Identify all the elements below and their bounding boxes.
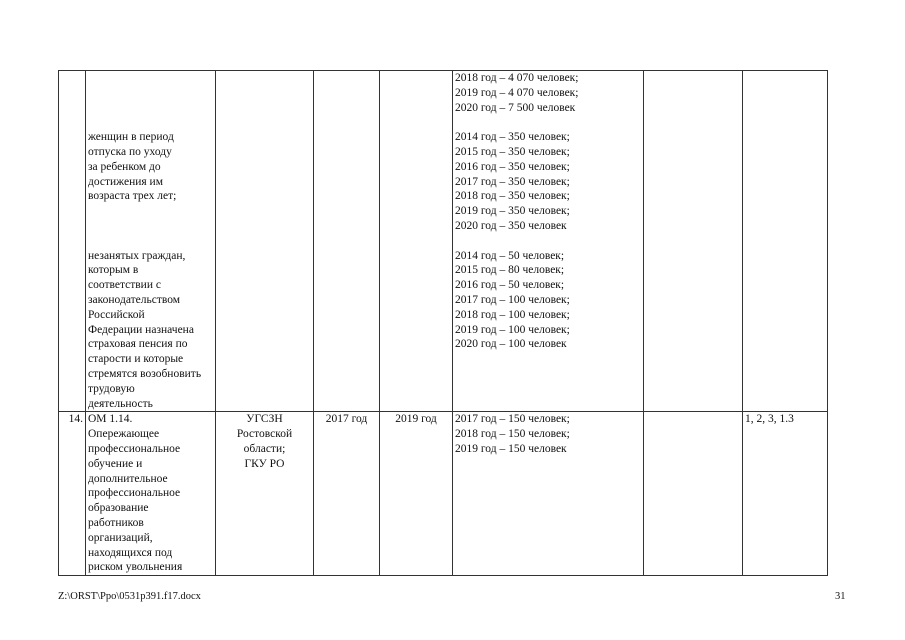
text-line: Опережающее: [88, 428, 160, 441]
cell-executor: [216, 412, 314, 576]
text-line: трудовую: [88, 382, 135, 395]
text-line: находящихся под: [88, 546, 173, 559]
text-line: профессиональное: [88, 442, 181, 455]
text-line: ГКУ РО: [244, 457, 285, 470]
cell-extra: [644, 71, 743, 412]
cell-start-year: [314, 71, 380, 412]
text-line: 2019 год – 150 человек: [455, 442, 567, 455]
text-line: 2017 год – 150 человек;: [455, 413, 570, 426]
cell-description: [86, 71, 216, 412]
text-line: 2020 год – 350 человек: [455, 219, 567, 232]
table-row-14: [59, 412, 828, 576]
text-line: старости и которые: [88, 353, 184, 366]
text-line: достижения им: [88, 175, 163, 188]
program-table: [58, 70, 828, 576]
text-line: обучение и: [88, 457, 143, 470]
text-line: Ростовской: [236, 428, 293, 441]
text-line: 2016 год – 350 человек;: [455, 160, 570, 173]
text-line: УГСЗН: [246, 413, 283, 426]
text-line: работников: [88, 516, 144, 529]
text-line: 2019 год – 350 человек;: [455, 205, 570, 218]
text-line: 2018 год – 350 человек;: [455, 190, 570, 203]
text-line: страховая пенсия по: [88, 338, 188, 351]
text-line: 2019 год – 4 070 человек;: [455, 86, 579, 99]
text-line: риском увольнения: [88, 561, 183, 574]
text-line: 2016 год – 50 человек;: [455, 279, 565, 292]
text-line: ОМ 1.14.: [88, 413, 133, 426]
text-line: за ребенком до: [88, 160, 161, 173]
text-line: отпуска по уходу: [88, 145, 172, 158]
cell-number: 14.: [59, 412, 86, 576]
table-row-continued: [59, 71, 828, 412]
text-line: 2015 год – 80 человек;: [455, 264, 565, 277]
text-line: дополнительное: [88, 472, 168, 485]
cell-executor: [216, 71, 314, 412]
text-line: Российской: [88, 308, 145, 321]
cell-indicators: [453, 412, 644, 576]
text-line: 2017 год – 350 человек;: [455, 175, 570, 188]
text-line: которым в: [88, 264, 139, 277]
cell-description: [86, 412, 216, 576]
text-line: образование: [88, 502, 149, 515]
text-line: незанятых граждан,: [88, 249, 186, 262]
text-line: области;: [243, 442, 286, 455]
text-line: стремятся возобновить: [88, 367, 202, 380]
text-line: женщин в период: [88, 131, 174, 144]
text-line: 2018 год – 100 человек;: [455, 308, 570, 321]
footer-page-number: 31: [835, 591, 846, 602]
text-line: 2019 год – 100 человек;: [455, 323, 570, 336]
cell-links: 1, 2, 3, 1.3: [743, 412, 828, 576]
text-line: 2015 год – 350 человек;: [455, 145, 570, 158]
text-line: 2020 год – 100 человек: [455, 338, 567, 351]
cell-start-year: 2017 год: [314, 412, 380, 576]
cell-extra: [644, 412, 743, 576]
text-line: 2020 год – 7 500 человек: [455, 101, 576, 114]
text-line: организаций,: [88, 531, 153, 544]
text-line: возраста трех лет;: [88, 190, 177, 203]
text-line: 2017 год – 100 человек;: [455, 293, 570, 306]
cell-indicators: [453, 71, 644, 412]
text-line: 2018 год – 4 070 человек;: [455, 72, 579, 84]
text-line: Федерации назначена: [88, 323, 194, 336]
text-line: деятельность: [88, 397, 153, 410]
text-line: 2018 год – 150 человек;: [455, 428, 570, 441]
text-line: соответствии с: [88, 279, 161, 292]
footer-file-path: Z:\ORST\Ppo\0531p391.f17.docx: [58, 591, 201, 602]
cell-links: [743, 71, 828, 412]
cell-end-year: 2019 год: [380, 412, 453, 576]
cell-end-year: [380, 71, 453, 412]
text-line: законодательством: [88, 293, 181, 306]
text-line: 2014 год – 50 человек;: [455, 249, 565, 262]
text-line: 2014 год – 350 человек;: [455, 131, 570, 144]
cell-number: [59, 71, 86, 412]
text-line: профессиональное: [88, 487, 181, 500]
